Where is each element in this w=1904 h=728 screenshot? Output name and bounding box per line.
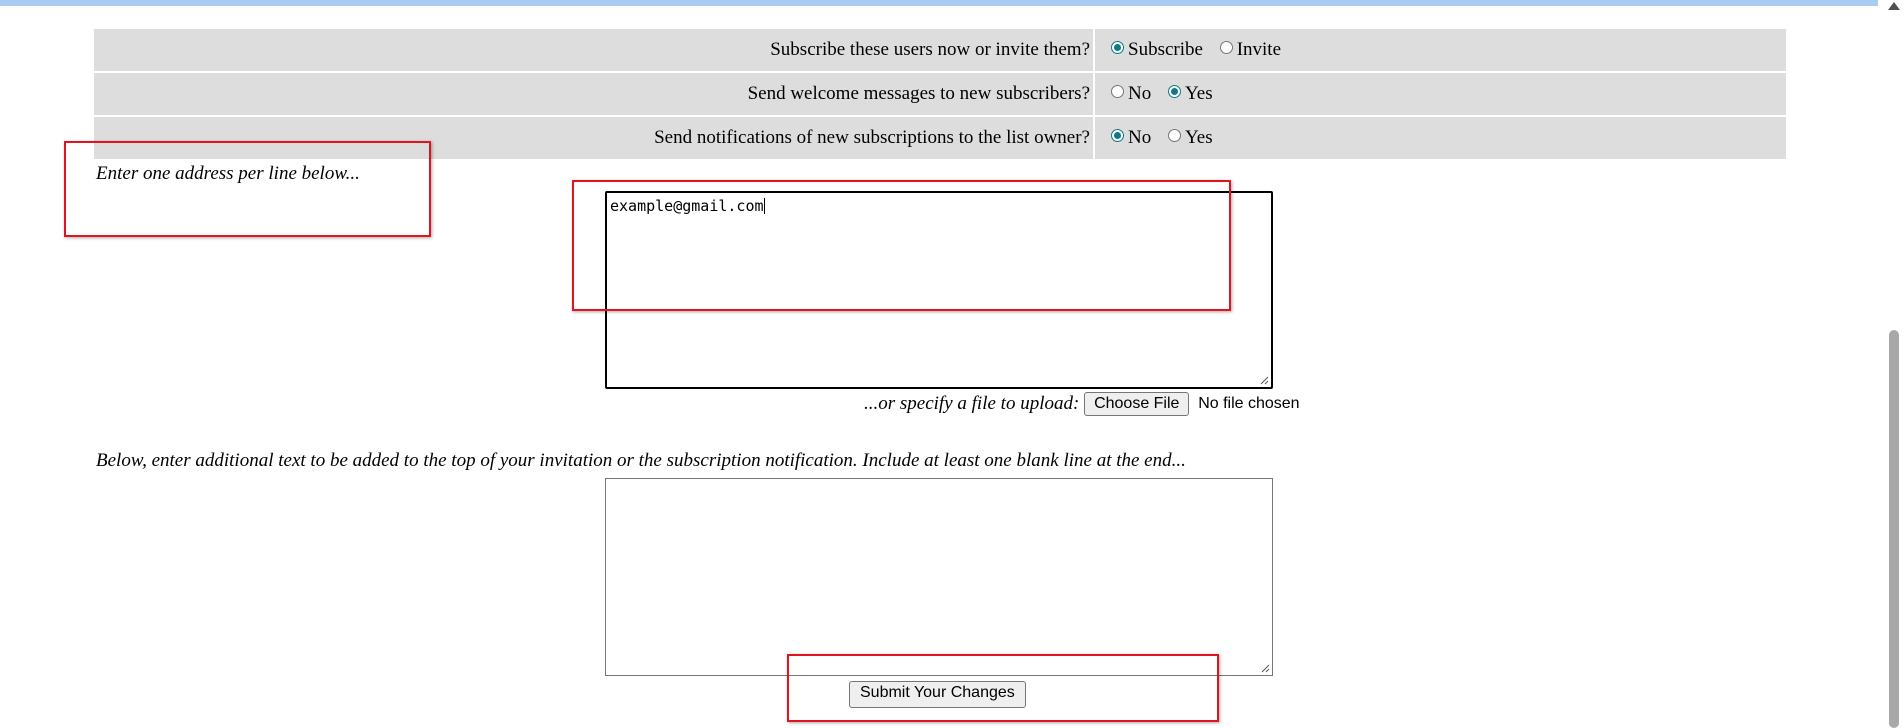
extra-text-hint: Below, enter additional text to be added to the top of your invitation or the subscription notification. Include at least one blank line at the end... [96,450,1186,471]
scrollbar-thumb[interactable] [1889,330,1899,728]
extra-text-textarea[interactable] [605,478,1273,676]
page-top-bar [0,0,1878,6]
resize-grip-icon[interactable] [1259,375,1269,385]
option-answers [1094,116,1786,160]
text-caret [764,198,765,214]
file-status: No file chosen [1198,395,1300,412]
resize-grip-icon[interactable] [1260,663,1270,673]
choose-file-button[interactable]: Choose File [1084,392,1189,416]
radio-invite[interactable]: Invite [1220,39,1281,60]
subscription-options-table [94,29,1786,161]
vertical-scrollbar[interactable] [1880,0,1904,728]
address-textarea[interactable] [605,191,1273,389]
submit-changes-button[interactable]: Submit Your Changes [849,681,1026,708]
address-hint: Enter one address per line below... [96,163,360,184]
option-row-subscribe-or-invite [94,29,1786,72]
radio-button-selected[interactable] [1111,41,1124,54]
address-textarea-value: example@gmail.com [610,197,764,215]
scroll-up-arrow-icon[interactable] [1888,2,1900,10]
option-question: Send notifications of new subscriptions to the list owner? [94,116,1094,160]
option-row-welcome-messages [94,72,1786,116]
radio-button[interactable] [1220,41,1233,54]
radio-subscribe[interactable]: Subscribe [1111,39,1203,60]
upload-label: ...or specify a file to upload: [864,393,1080,414]
radio-welcome-no[interactable]: No [1111,83,1151,104]
radio-welcome-yes[interactable]: Yes [1168,83,1213,104]
radio-notify-yes[interactable]: Yes [1168,127,1213,148]
radio-button-selected[interactable] [1168,85,1181,98]
radio-notify-no[interactable]: No [1111,127,1151,148]
option-answers [1094,29,1786,72]
file-upload-row [864,392,1300,420]
option-answers [1094,72,1786,116]
option-question: Subscribe these users now or invite them? [94,29,1094,72]
option-row-owner-notifications [94,116,1786,160]
radio-button[interactable] [1111,85,1124,98]
radio-button-selected[interactable] [1111,129,1124,142]
radio-button[interactable] [1168,129,1181,142]
option-question: Send welcome messages to new subscribers? [94,72,1094,116]
